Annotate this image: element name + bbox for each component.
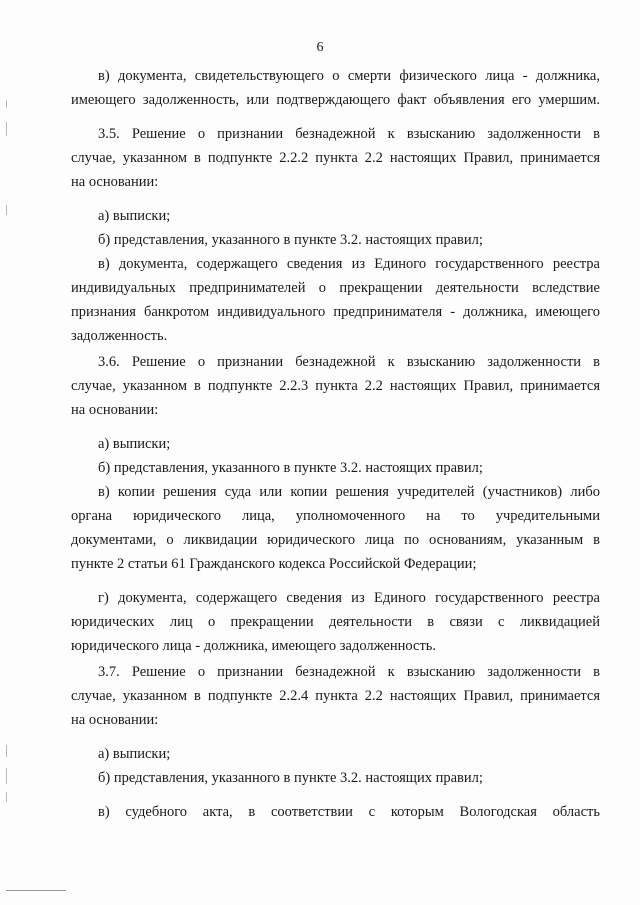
text-line: органа юридического лица, уполномоченного на то учредительными <box>71 508 600 524</box>
text-line: признания банкротом индивидуального предпринимателя - должника, имеющего <box>71 304 600 320</box>
text-line: индивидуальных предпринимателей о прекращении деятельности вследствие <box>71 280 600 296</box>
text-line: б) представления, указанного в пункте 3.2. настоящих правил; <box>98 770 483 786</box>
text-line: случае, указанном в подпункте 2.2.4 пункта 2.2 настоящих Правил, принимается <box>71 688 600 704</box>
text-line: 3.7. Решение о признании безнадежной к взысканию задолженности в <box>98 664 600 680</box>
scan-mark <box>6 100 7 108</box>
scan-edge-marks <box>0 0 14 905</box>
text-line: б) представления, указанного в пункте 3.2. настоящих правил; <box>98 460 483 476</box>
text-line: а) выписки; <box>98 208 171 224</box>
text-line: юридических лиц о прекращении деятельности в связи с ликвидацией <box>71 614 600 630</box>
text-line: документами, о ликвидации юридического лица по основаниям, указанным в <box>71 532 600 548</box>
text-line: юридического лица - должника, имеющего задолженность. <box>71 638 437 654</box>
text-line: на основании: <box>71 712 159 728</box>
text-line: 3.6. Решение о признании безнадежной к взысканию задолженности в <box>98 354 600 370</box>
text-line: пункте 2 статьи 61 Гражданского кодекса Российской Федерации; <box>71 556 477 572</box>
scan-mark <box>6 122 7 136</box>
text-line: а) выписки; <box>98 746 171 762</box>
text-line: б) представления, указанного в пункте 3.2. настоящих правил; <box>98 232 483 248</box>
text-line: на основании: <box>71 402 159 418</box>
text-line: имеющего задолженность, или подтверждающего факт объявления его умершим. <box>71 92 600 108</box>
text-line: случае, указанном в подпункте 2.2.3 пункта 2.2 настоящих Правил, принимается <box>71 378 600 394</box>
footer-rule <box>6 890 66 891</box>
text-line: в) судебного акта, в соответствии с которым Вологодская область <box>98 804 600 820</box>
text-line: на основании: <box>71 174 159 190</box>
page-number: 6 <box>316 40 324 55</box>
text-line: в) документа, свидетельствующего о смерти физического лица - должника, <box>98 68 600 84</box>
text-line: 3.5. Решение о признании безнадежной к взысканию задолженности в <box>98 126 600 142</box>
scan-mark <box>6 792 7 802</box>
scan-mark <box>6 205 7 215</box>
scan-mark <box>6 745 7 757</box>
text-line: г) документа, содержащего сведения из Единого государственного реестра <box>98 590 600 606</box>
text-line: в) документа, содержащего сведения из Единого государственного реестра <box>98 256 600 272</box>
scan-mark <box>6 768 7 784</box>
text-line: а) выписки; <box>98 436 171 452</box>
text-line: в) копии решения суда или копии решения учредителей (участников) либо <box>98 484 600 500</box>
text-line: случае, указанном в подпункте 2.2.2 пункта 2.2 настоящих Правил, принимается <box>71 150 600 166</box>
text-line: задолженность. <box>71 328 168 344</box>
